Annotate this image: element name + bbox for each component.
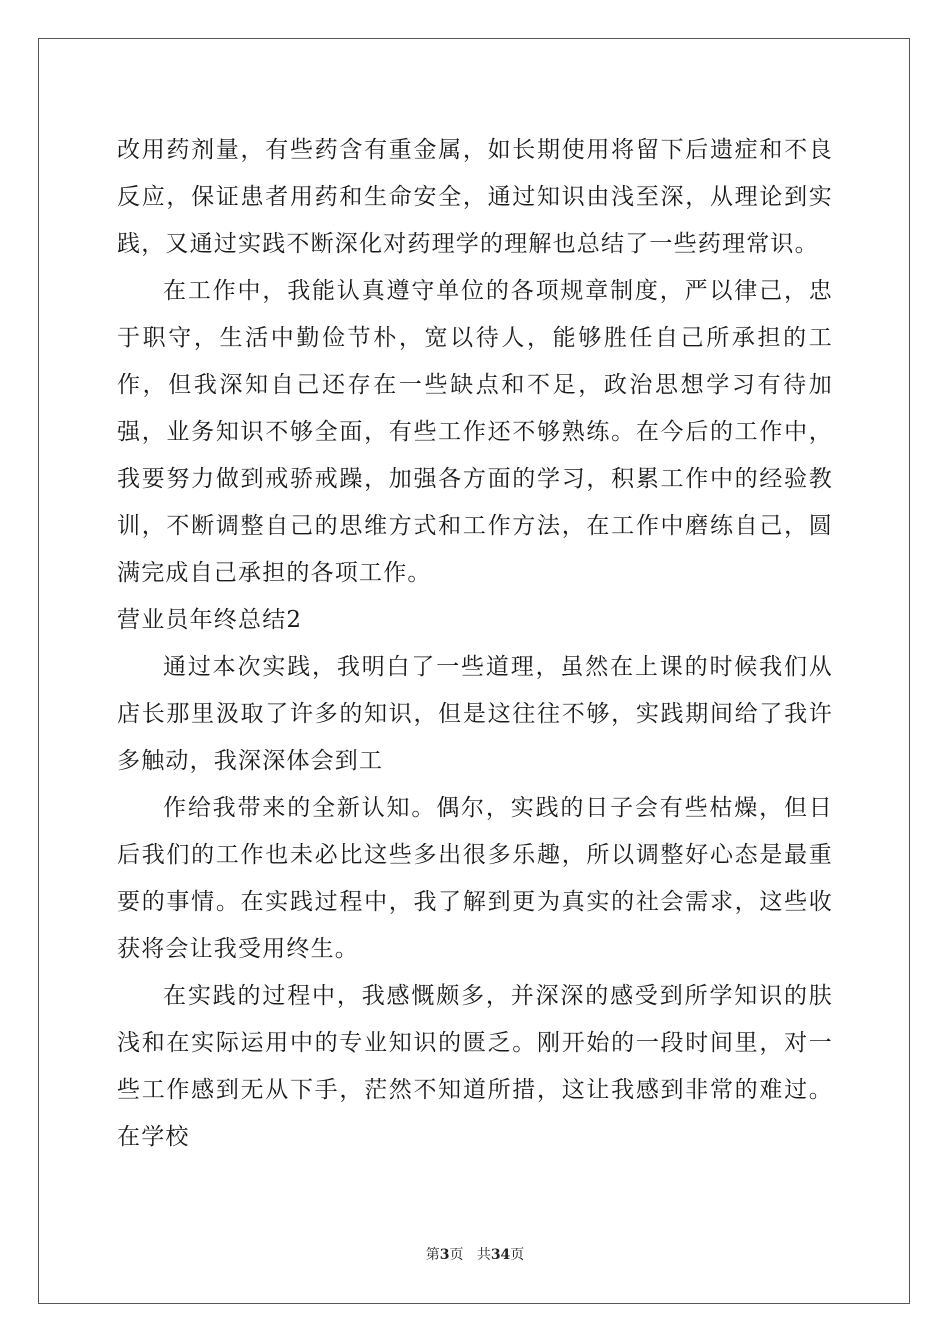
- document-body: [117, 127, 833, 1161]
- page-suffix: 页: [449, 1247, 464, 1263]
- total-suffix: 页: [510, 1247, 525, 1263]
- paragraph-1: 改用药剂量，有些药含有重金属，如长期使用将留下后遗症和不良反应，保证患者用药和生命安全，通过知识由浅至深，从理论到实践，又通过实践不断深化对药理学的理解也总结了一些药理常识。: [117, 137, 833, 257]
- section-heading: 营业员年终总结2: [117, 607, 303, 633]
- paragraph-3: 通过本次实践，我明白了一些道理，虽然在上课的时候我们从店长那里汲取了许多的知识，但是这往往不够，实践期间给了我许多触动，我深深体会到工: [117, 654, 833, 774]
- page-prefix: 第: [425, 1247, 440, 1263]
- total-pages: 34: [490, 1247, 511, 1263]
- paragraph-2: 在工作中，我能认真遵守单位的各项规章制度，严以律己，忠于职守，生活中勤俭节朴，宽以待人，能够胜任自己所承担的工作，但我深知自己还存在一些缺点和不足，政治思想学习有待加强，业务知识不够全面，有些工作还不够熟练。在今后的工作中，我要努力做到戒骄戒躁，加强各方面的学习，积累工作中的经验教训，不断调整自己的思维方式和工作方法，在工作中磨练自己，圆满完成自己承担的各项工作。: [117, 278, 833, 586]
- paragraph-5: 在实践的过程中，我感慨颇多，并深深的感受到所学知识的肤浅和在实际运用中的专业知识的匮乏。刚开始的一段时间里，对一些工作感到无从下手，茫然不知道所措，这让我感到非常的难过。在学校: [117, 983, 833, 1150]
- page-footer: [0, 1245, 950, 1265]
- page-number: 3: [439, 1247, 450, 1263]
- total-prefix: 共: [476, 1247, 491, 1263]
- paragraph-4: 作给我带来的全新认知。偶尔，实践的日子会有些枯燥，但日后我们的工作也未必比这些多出很多乐趣，所以调整好心态是最重要的事情。在实践过程中，我了解到更为真实的社会需求，这些收获将会让我受用终生。: [117, 795, 833, 962]
